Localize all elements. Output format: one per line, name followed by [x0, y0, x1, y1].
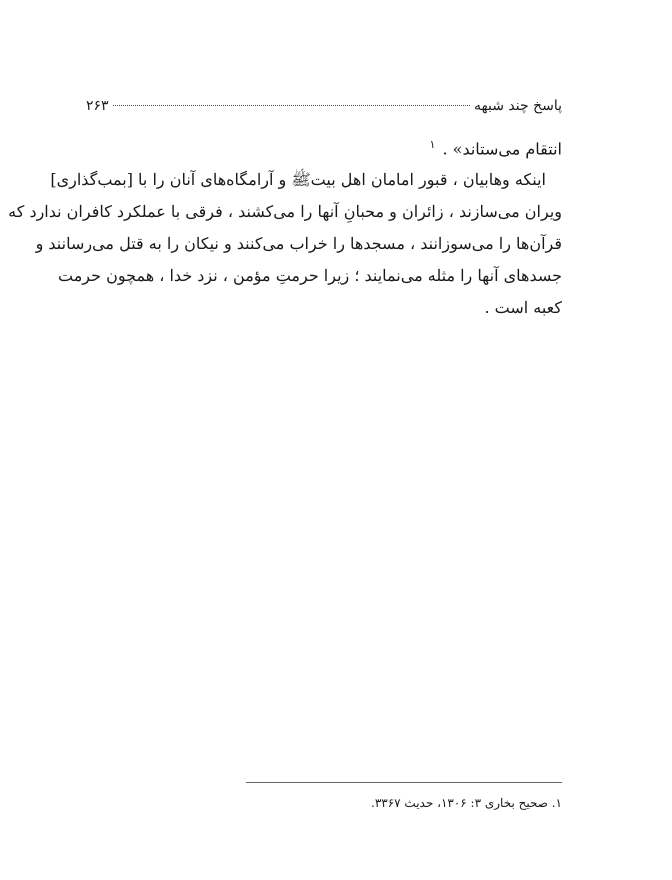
quote-continuation-text: انتقام می‌ستاند» . [442, 139, 562, 159]
body-paragraph [8, 164, 562, 324]
running-header [86, 98, 562, 120]
footnote-separator [246, 782, 562, 783]
footnote-reference-marker: ۱ [429, 138, 436, 151]
paragraph-line: کعبه است . [484, 298, 562, 317]
footnote [86, 794, 562, 812]
footnote-text: ۱. صحیح بخاری ۳: ۱۳۰۶، حدیث ۳۳۶۷. [371, 796, 562, 810]
paragraph-line: قرآن‌ها را می‌سوزانند ، مسجدها را خراب می‌کنند و نیکان را به قتل می‌رسانند و [35, 234, 562, 253]
paragraph-line: جسدهای آنها را مثله می‌نمایند ؛ زیرا حرمتِ مؤمن ، نزد خدا ، همچون حرمت [58, 266, 562, 285]
running-header-title: پاسخ چند شبهه [474, 98, 562, 114]
header-leader-dots [113, 105, 470, 106]
paragraph-line: اینکه وهابیان ، قبور امامان اهل بیتﷺ و آرامگاه‌های آنان را با [بمب‌گذاری] [50, 170, 546, 189]
quote-continuation [86, 130, 562, 164]
paragraph-line: ویران می‌سازند ، زائران و محبانِ آنها را می‌کشند ، فرقی با عملکرد کافران ندارد که [8, 202, 562, 221]
page-number: ۲۶۳ [86, 98, 109, 114]
